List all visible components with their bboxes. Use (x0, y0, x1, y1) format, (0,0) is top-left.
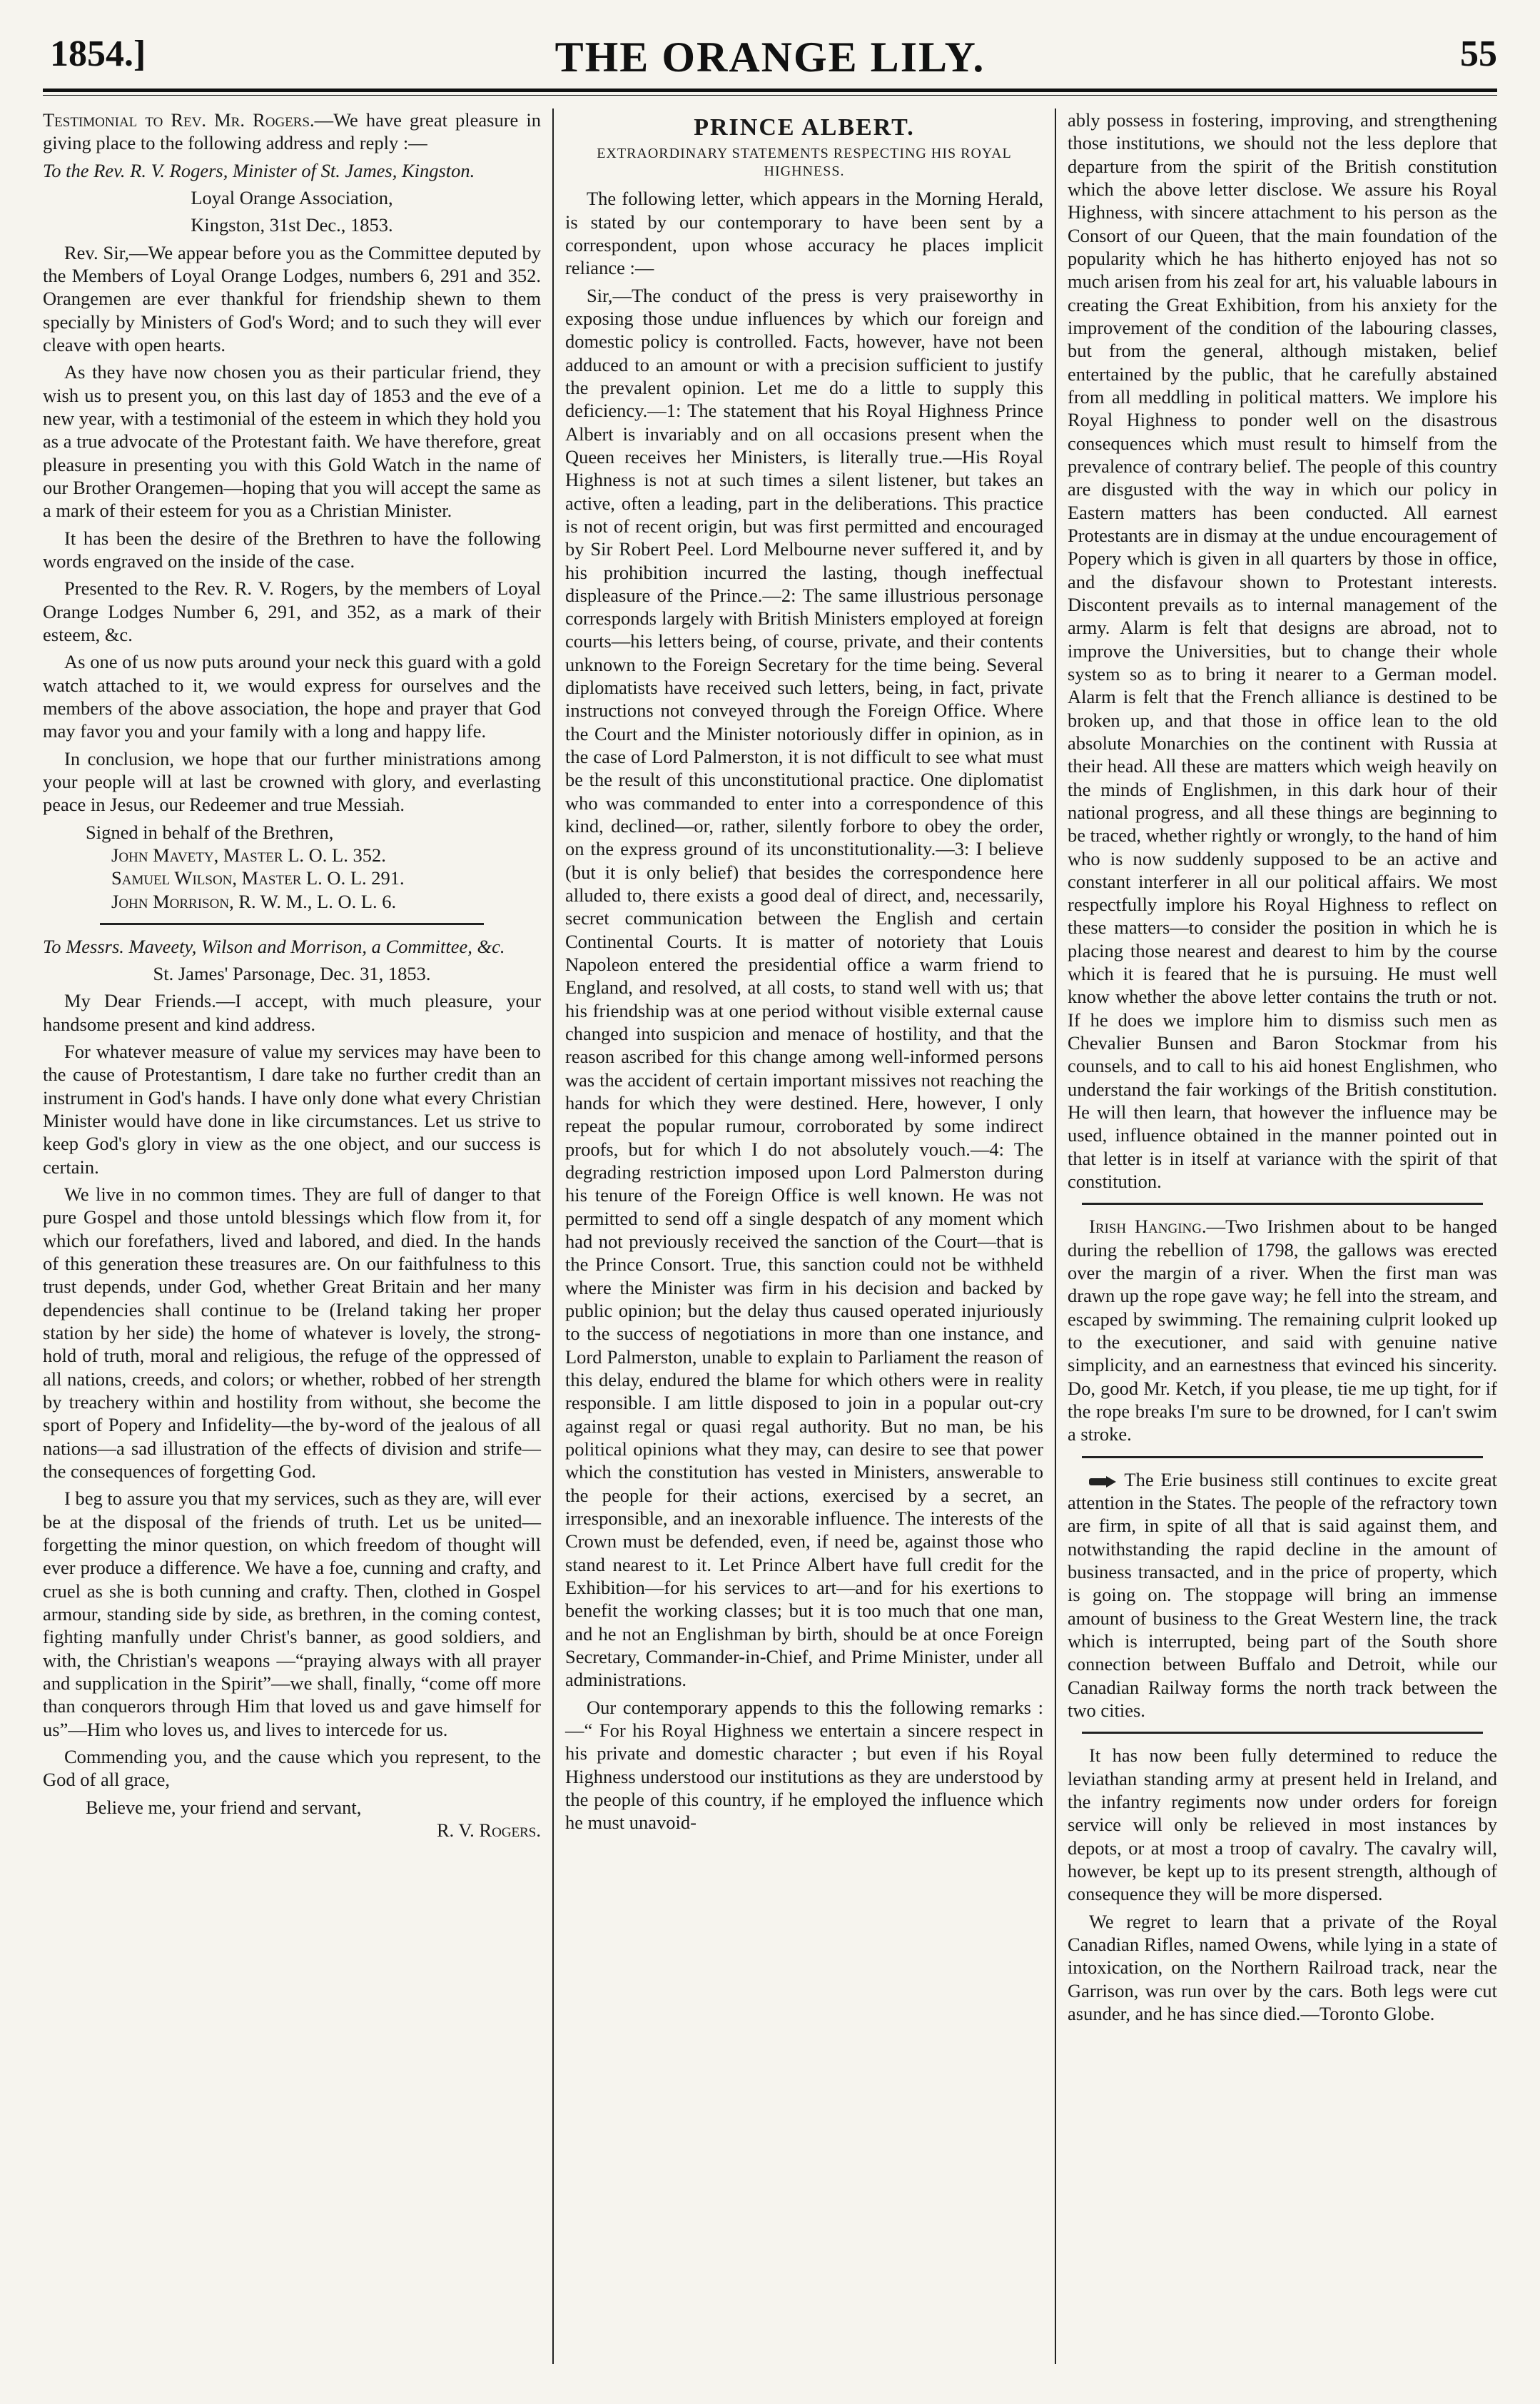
address-paragraph: Rev. Sir,—We appear before you as the Committee deputed by the Members of Loyal Orange Lodges, numbers 6, 291 and 352. Orangemen are ever thankful for friendship shewn to them specially by Ministers of God's Word; and to such they will ever cleave with open hearts. (43, 241, 541, 355)
issue-year: 1854.] (50, 34, 146, 74)
erie-text: The Erie business still continues to excite great attention in the States. The people of the refractory town are firm, in spite of all that is said against them, and notwithstanding the rapid decline in the amount of business transacted, and in the price of property, which is going on. The stoppage will bring an immense amount of business to the Great Western line, the track which is interrupted, being part of the South shore connection between Buffalo and Detroit, while our Canadian Railway forms the north track between the two cities. (1068, 1468, 1497, 1721)
erie-item (1068, 1468, 1497, 1722)
address-paragraph: As one of us now puts around your neck this guard with a gold watch attached to it, we would express for ourselves and the members of the above association, the hope and prayer that God may favor you and your family with a long and happy life. (43, 651, 541, 742)
irish-hanging-text: —Two Irishmen about to be hanged during the rebellion of 1798, the gallows was erected over the margin of a river. When the first man was drawn up the rope gave way; he fell into the stream, and escaped by swimming. The remaining culprit looked up to the executioner, and said with genuine native simplicity, and an earnestness that evinced his sincerity. Do, good Mr. Ketch, if you please, tie me up tight, for if the rope breaks I'm sure to be drowned, for I can't swim a stroke. (1068, 1216, 1497, 1445)
reply-signature: R. V. Rogers. (436, 1819, 541, 1841)
article-paragraph: Sir,—The conduct of the press is very praiseworthy in exposing those undue influences by which our foreign and domestic policy is controlled. Facts, however, have not been adduced to an amount or with a precision sufficient to justify the prevalent opinion. Let me do a little to supply this deficiency.—1: The statement that his Royal Highness Prince Albert is invariably and on all occasions present when the Queen receives her Ministers, is literally true.—His Royal Highness is not at such times a silent listener, but takes an active, often a leading, part in the deliberations. This practice is not of recent origin, but was first permitted and encouraged by Sir Robert Peel. Lord Melbourne never suffered it, and by his prohibition incurred the lasting, though ineffectual displeasure of the Prince.—2: The same illustrious personage corresponds largely with British Ministers employed at foreign courts—his letters being, of course, private, and their contents unknown to the Foreign Secretary for the time being. Several diplomatists have received such letters, being, in fact, private instructions not conveyed through the Foreign Office. Where the Court and the Minister notoriously differ in opinion, as in the case of Lord Palmerston, it is not difficult to see what must be the result of this unconstitutional practice. One diplomatist who was commanded to enter into a correspondence of this kind, declined—or, rather, silently forbore to obey the order, on the express ground of its unconstitutionality.—3: I believe (but it is only belief) that besides the correspondence here alluded to, there exists a good deal of direct, and, necessarily, secret communication between the English and certain Continental Courts. It is matter of notoriety that Louis Napoleon entered the presidential office a warm friend to England, and resolved, at all costs, to stand well with us; that his friendship was at one period without visible external cause changed into suspicion and menace of hostility, and that the reason ascribed for this change among well-informed persons was the accident of certain important missives not reaching the hands for which they were destined. Here, however, I only repeat the popular rumour, corroborated by some indirect proofs, but for which I do not absolutely vouch.—4: The degrading restriction imposed upon Lord Palmerston during his tenure of the Foreign Office is well known. He was not permitted to send off a single despatch of any moment which had not previously received the sanction of the Court—that is the Prince Consort. True, this sanction could not be withheld where the Minister was firm in his decision and backed by public opinion; but the delay thus caused operated injuriously to the success of negotiations in more than one instance, and Lord Palmerston, unable to explain to Parliament the reason of this delay, endured the blame for which others were in reality responsible. I am little disposed to join in a popular out-cry against regal or quasi regal authority. But no man, be his political opinions what they may, can desire to see that power which the constitution has vested in Ministers, answerable to the people for their actions, exercised by a secret, an irresponsible, and an inexorable influence. The interests of the Crown must be defended, even, if need be, against those who stand nearest to it. Let Prince Albert have full credit for the Exhibition—for his services to art—and for his exertions to benefit the working classes; but it is too much that one man, and he not an Englishman by birth, should be at once Foreign Secretary, Commander-in-Chief, and Prime Minister, under all administrations. (565, 284, 1043, 1691)
reply-paragraph: Commending you, and the cause which you represent, to the God of all grace, (43, 1745, 541, 1791)
owens-item: We regret to learn that a private of the Royal Canadian Rifles, named Owens, while lying in a state of intoxication, on the Northern Railroad track, near the Garrison, was run over by the cars. Both legs were cut asunder, and he has since died.—Toronto Globe. (1068, 1910, 1497, 2024)
article-continuation: ably possess in fostering, improving, and strengthening those institutions, we should not the less deplore that departure from the spirit of the British constitution which the above letter disclose. We assure his Royal Highness, with sincere attachment to his person as the Consort of our Queen, that the main foundation of the popularity which he has hitherto enjoyed has not so much arisen from his zeal for art, his valuable labours in creating the Great Exhibition, from his anxiety for the improvement of the condition of the labouring classes, but from the general, although mistaken, belief entertained by the public, that he carefully abstained from all meddling in political matters. We implore his Royal Highness to ponder well on the disastrous consequences which must result to himself from the prevalence of contrary belief. The people of this country are disgusted with the way in which our policy in Eastern matters has been conducted. All earnest Protestants are in dismay at the undue encouragement of Popery which is given in all quarters by those in office, and the disfavour shown to Protestant interests. Discontent prevails as to internal management of the army. Alarm is felt that designs are abroad, not to improve the Universities, but to change their whole system so as to bring it nearer to a German model. Alarm is felt that the French alliance is destined to be broken up, and that those in office lean to the old absolute Monarchies on the continent with Russia at their head. All these are matters which weigh heavily on the minds of Englishmen, in this dark hour of their national progress, and all these things are beginning to be traced, whether rightly or wrongly, to the hand of him who is now suddenly supposed to be an active and constant interferer in all our political affairs. We most respectfully implore his Royal Highness to reflect on these matters—to consider the position in which he is placing those nearest and dearest to him by the course which it is feared that he is pursuing. He must well know whether the above letter contains the truth or not. If he does we implore him to dismiss such men as Chevalier Bunsen and Baron Stockmar from his counsels, and to call to his aid honest Englishmen, who understand the fair workings of the British constitution. He will then learn, that however the influence may be used, influence obtained in the manner pointed out in that letter is in itself at variance with the spirit of that constitution. (1068, 109, 1497, 1193)
section-rule (1082, 1203, 1483, 1205)
pointing-hand-icon (1089, 1474, 1118, 1490)
association-date: Kingston, 31st Dec., 1853. (191, 214, 393, 236)
column-3 (1056, 108, 1497, 2364)
column-2 (552, 108, 1056, 2364)
signatory: John Mavety, Master L. O. L. 352. (111, 844, 386, 866)
signatory: John Morrison, R. W. M., L. O. L. 6. (111, 890, 397, 912)
to-committee-text: To Messrs. Maveety, Wilson and Morrison, a Committee, &c. (43, 935, 505, 957)
irish-hanging-item (1068, 1215, 1497, 1445)
newspaper-title: THE ORANGE LILY. (554, 34, 986, 81)
address-paragraph: Presented to the Rev. R. V. Rogers, by the members of Loyal Orange Lodges Number 6, 291, and 352, as a mark of their esteem, &c. (43, 577, 541, 645)
closing-line: Believe me, your friend and servant, (86, 1796, 362, 1818)
to-rogers-text: To the Rev. R. V. Rogers, Minister of St. James, Kingston. (43, 159, 475, 181)
article-paragraph: The following letter, which appears in the Morning Herald, is stated by our contemporary to have been sent by a correspondent, upon whose accuracy he places implicit reliance :— (565, 188, 1043, 279)
signed-line: Signed in behalf of the Brethren, (86, 821, 334, 843)
article-paragraph: Our contemporary appends to this the following remarks :—“ For his Royal Highness we entertain a sincere respect in his private and domestic character ; but even if his Royal Highness understood our institutions as they are understood by the people of this country, if he employed the influence which he must unavoid- (565, 1696, 1043, 1834)
reply-paragraph: For whatever measure of value my services may have been to the cause of Protestantism, I dare take no further credit than an instrument in God's hands. I have only done what every Christian Minister would have done in like circumstances. Let us strive to keep God's glory in view as the one object, and our success is certain. (43, 1041, 541, 1178)
columns (43, 108, 1497, 2364)
reply-paragraph: I beg to assure you that my services, such as they are, will ever be at the disposal of the friends of truth. Let us be united—forgetting the minor question, on which freedom of thought will ever produce a difference. We have a foe, cunning and crafty, and cruel as she is both cunning and crafty. Then, clothed in Gospel armour, standing side by side, as brethren, in the coming contest, fighting manfully under Christ's banner, as good soldiers, and with, the Christian's weapons —“praying always with all prayer and supplication in the Spirit”—we shall, finally, “come off more than conquerors through Him that loved us and gave himself for us”—Him who loves us, and lives to intercede for us. (43, 1488, 541, 1740)
reply-date: St. James' Parsonage, Dec. 31, 1853. (153, 963, 431, 985)
page-number: 55 (1460, 34, 1497, 74)
headline-prince-albert: PRINCE ALBERT. (694, 114, 915, 141)
masthead-rule-thin (43, 95, 1497, 96)
section-rule (100, 923, 484, 925)
association: Loyal Orange Association, (191, 186, 393, 208)
subheadline: EXTRAORDINARY STATEMENTS RESPECTING HIS ROYAL HIGHNESS. (597, 146, 1012, 179)
testimonial-intro-text: —We have great pleasure in giving place to the following address and reply :— (43, 109, 541, 154)
address-paragraph: As they have now chosen you as their particular friend, they wish us to present you, on this last day of 1853 and the eve of a new year, with a testimonial of the esteem in which they hold you as a true advocate of the Protestant faith. We have therefore, great pleasure in presenting you with this Gold Watch in the name of our Brother Orangemen—hoping that you will accept the same as a mark of their esteem for you as a Christian Minister. (43, 361, 541, 522)
irish-hanging-heading: Irish Hanging. (1089, 1216, 1207, 1238)
testimonial-intro (43, 108, 541, 155)
reply-paragraph: We live in no common times. They are full of danger to that pure Gospel and those untold blessings which flow from it, for which our forefathers, lived and labored, and died. In the hands of this generation these treasures are. On our faithfulness to this trust depends, under God, whether Great Britain and her many dependencies shall continue to be (Ireland taking her proper station by her side) the home of whatever is lovely, the strong-hold of truth, moral and religious, the refuge of the oppressed of all nations, creeds, and colors; or whether, robbed of her strength by treachery within and hostility from without, she become the sport of Popery and Infidelity—the by-word of the jealous of all nations—a sad illustration of the effects of division and strife—the consequences of forgetting God. (43, 1183, 541, 1483)
army-item: It has now been fully determined to reduce the leviathan standing army at present held in Ireland, and the infantry regiments now under orders for foreign service will only be relieved in most instances by depots, or at most a troop of cavalry. The cavalry will, however, be kept up to its present strength, although of consequence they will be more dispersed. (1068, 1744, 1497, 1905)
testimonial-heading: Testimonial to Rev. Mr. Rogers. (43, 109, 315, 131)
to-committee (43, 935, 541, 958)
section-rule (1082, 1732, 1483, 1734)
section-rule (1082, 1456, 1483, 1458)
address-paragraph: In conclusion, we hope that our further ministrations among your people will at last be crowned with glory, and everlasting peace in Jesus, our Redeemer and true Messiah. (43, 747, 541, 816)
masthead-rule-thick (43, 89, 1497, 92)
to-rogers (43, 159, 541, 182)
reply-paragraph: My Dear Friends.—I accept, with much pleasure, your handsome present and kind address. (43, 990, 541, 1035)
address-paragraph: It has been the desire of the Brethren to have the following words engraved on the inside of the case. (43, 527, 541, 572)
signatory: Samuel Wilson, Master L. O. L. 291. (111, 867, 405, 889)
column-1 (43, 108, 552, 2364)
masthead (43, 29, 1497, 79)
